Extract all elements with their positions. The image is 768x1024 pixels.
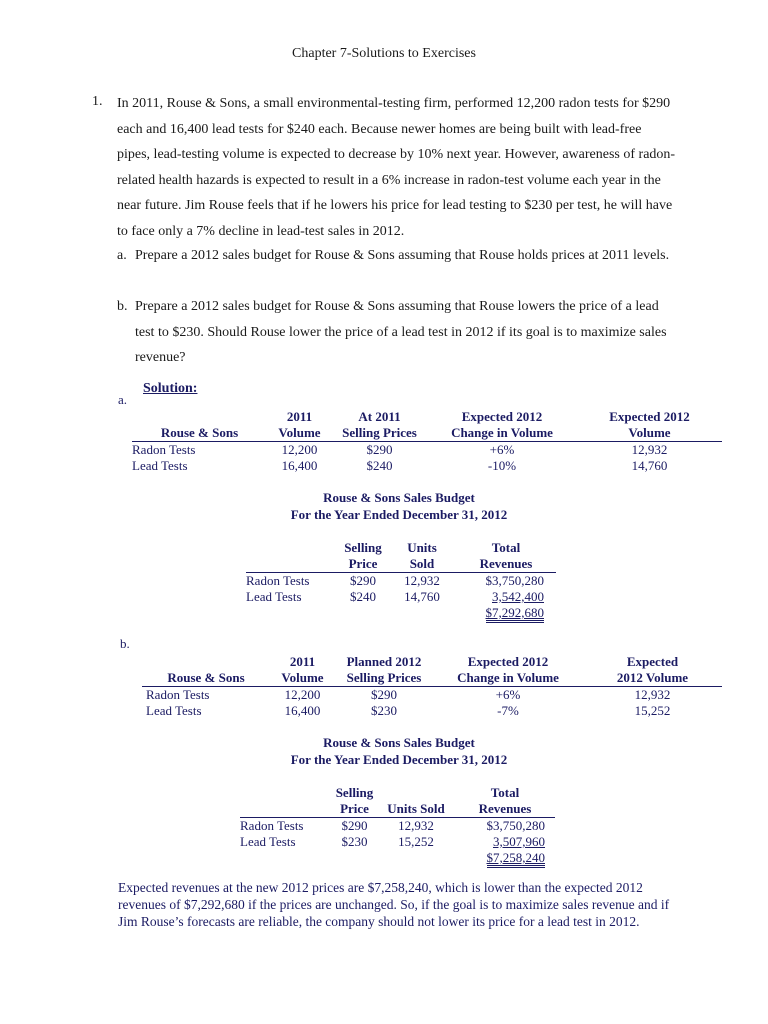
question-number: 1. (92, 94, 103, 109)
solution-a-letter: a. (118, 392, 128, 407)
table-row: Radon Tests $290 12,932 $3,750,280 (240, 818, 545, 833)
lead-revenue-a: 3,542,400 (492, 589, 544, 604)
solution-heading: Solution: (143, 381, 198, 396)
part-b-text: Prepare a 2012 sales budget for Rouse & Sons assuming that Rouse lowers the price of a lead test to $230. Should Rouse lower the price of a lead test in 2012 if its goal is to maximize sales revenue? (135, 299, 667, 365)
table-total-row (240, 850, 555, 866)
total-revenue-b: $7,258,240 (487, 850, 546, 868)
table-header-row: Price Sold Revenues (246, 556, 556, 573)
table-header-row: Rouse & Sons Volume Selling Prices Change in Volume Volume (132, 425, 722, 442)
budget-period-b: For the Year Ended December 31, 2012 (290, 752, 508, 767)
table-total-row (246, 605, 556, 621)
table-header-row: 2011 Planned 2012 Expected 2012 Expected (289, 654, 679, 669)
table-row: Radon Tests $290 12,932 $3,750,280 (246, 573, 544, 588)
table-row: Lead Tests $240 14,760 3,542,400 (246, 589, 544, 604)
solution-b-table2 (240, 785, 555, 866)
budget-title-a: Rouse & Sons Sales Budget (323, 490, 475, 505)
page-title: Chapter 7-Solutions to Exercises (292, 46, 476, 61)
table-header-row: Rouse & Sons Volume Selling Prices Change in Volume 2012 Volume (142, 670, 722, 687)
table-header-row: Selling Units Total (344, 540, 521, 555)
solution-b-table1 (142, 654, 722, 719)
solution-a-table2 (246, 540, 556, 621)
table-row: Lead Tests 16,400 $240 -10% 14,760 (132, 458, 668, 473)
table-header-row: 2011 At 2011 Expected 2012 Expected 2012 (286, 409, 690, 424)
table-row: Lead Tests 16,400 $230 -7% 15,252 (146, 703, 671, 718)
total-revenue-a: $7,292,680 (486, 605, 545, 623)
conclusion-text: Expected revenues at the new 2012 prices are $7,258,240, which is lower than the expected 2012 revenues of $7,292,680 if the prices are unchanged. So, if the goal is to maximize sales revenue and if Jim Rouse’s forecasts are reliable, the company should not lower its price for a lead test in 2012. (118, 880, 670, 929)
part-b-letter: b. (117, 299, 128, 314)
lead-revenue-b: 3,507,960 (493, 834, 545, 849)
part-a-text: Prepare a 2012 sales budget for Rouse & Sons assuming that Rouse holds prices at 2011 levels. (135, 248, 670, 263)
table-row: Lead Tests $230 15,252 3,507,960 (240, 834, 545, 849)
question-text: In 2011, Rouse & Sons, a small environmental-testing firm, performed 12,200 radon tests for $290 each and 16,400 lead tests for $240 each. Because newer homes are being built with lead-free pipes, lead-testing volume is expected to decrease by 10% next year. However, awareness of radon-related health hazards is expected to result in a 6% increase in radon-test volume each year in the near future. Jim Rouse feels that if he lowers his price for lead testing to $230 per test, he will have to face only a 7% decline in lead-test sales in 2012. (117, 96, 676, 239)
table-row: Radon Tests 12,200 $290 +6% 12,932 (132, 442, 668, 457)
budget-period-a: For the Year Ended December 31, 2012 (290, 507, 508, 522)
part-a-letter: a. (117, 248, 127, 263)
table-header-row: Selling Total (335, 785, 520, 800)
solution-b-letter: b. (120, 636, 130, 651)
budget-title-b: Rouse & Sons Sales Budget (323, 735, 475, 750)
solution-a-table1 (132, 409, 722, 474)
table-row: Radon Tests 12,200 $290 +6% 12,932 (146, 687, 671, 702)
table-header-row: Price Units Sold Revenues (240, 801, 555, 818)
